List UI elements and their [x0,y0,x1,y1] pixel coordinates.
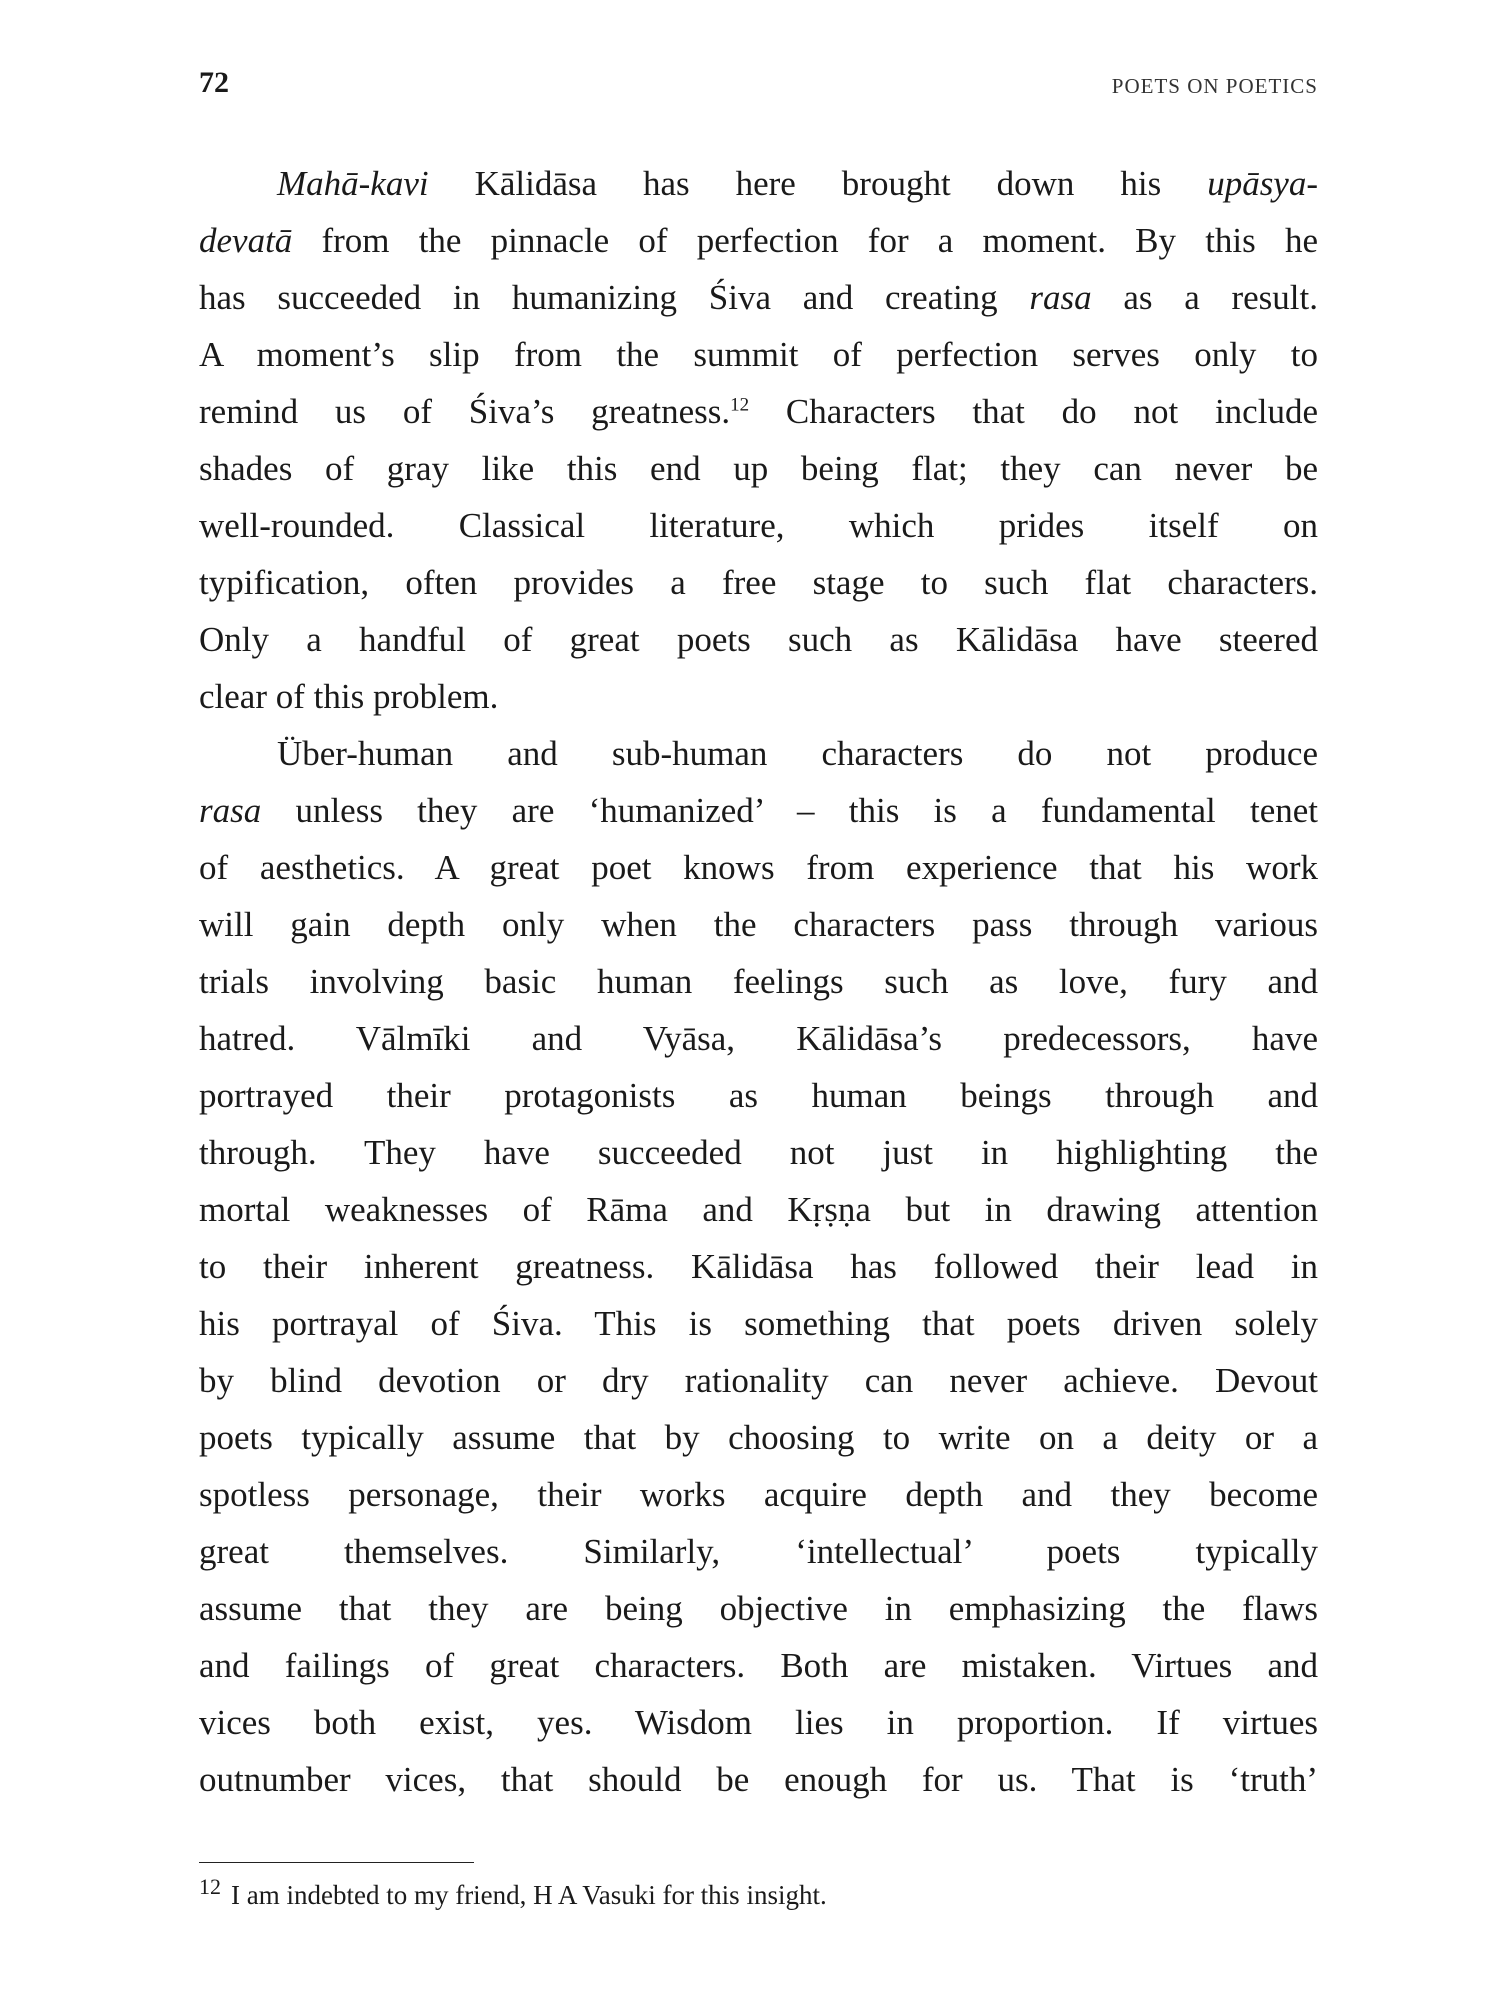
text-line [199,1751,1318,1808]
running-head: POETS ON POETICS [1111,74,1318,98]
text-run: through. They have succeeded not just in highlighting the [199,1133,1318,1172]
text-line [199,1694,1318,1751]
text-line [199,1295,1318,1352]
text-run: has succeeded in humanizing Śiva and creating [199,278,1030,317]
text-line [199,1238,1318,1295]
page-number: 72 [199,66,229,99]
text-run: clear of this problem. [199,677,499,716]
text-run: well-rounded. Classical literature, which prides itself on [199,506,1318,545]
text-run: vices both exist, yes. Wisdom lies in proportion. If virtues [199,1703,1318,1742]
italic-term: devatā [199,221,293,260]
text-line [199,611,1318,668]
text-line [199,1124,1318,1181]
text-line [199,1010,1318,1067]
text-line [199,212,1318,269]
text-run: will gain depth only when the characters pass through various [199,905,1318,944]
text-line [199,896,1318,953]
text-line [199,1352,1318,1409]
text-run: great themselves. Similarly, ‘intellectual’ poets typically [199,1532,1318,1571]
text-run: spotless personage, their works acquire depth and they become [199,1475,1318,1514]
text-run: his portrayal of Śiva. This is something that poets driven solely [199,1304,1318,1343]
footnote-rule [199,1862,474,1863]
text-run: shades of gray like this end up being flat; they can never be [199,449,1318,488]
text-run: hatred. Vālmīki and Vyāsa, Kālidāsa’s predecessors, have [199,1019,1318,1058]
text-run: portrayed their protagonists as human beings through and [199,1076,1318,1115]
text-line [199,725,1318,782]
text-run: unless they are ‘humanized’ – this is a fundamental tenet [261,791,1318,830]
text-line [199,497,1318,554]
text-line [199,1067,1318,1124]
text-line [199,269,1318,326]
text-run: trials involving basic human feelings such as love, fury and [199,962,1318,1001]
text-run: remind us of Śiva’s greatness. [199,392,731,431]
text-run: as a result. [1091,278,1319,317]
text-run: typification, often provides a free stage to such flat characters. [199,563,1318,602]
text-run: Kālidāsa has here brought down his [428,164,1208,203]
text-run: Only a handful of great poets such as Kālidāsa have steered [199,620,1318,659]
text-line [199,668,1318,725]
text-line [199,1466,1318,1523]
text-run: assume that they are being objective in emphasizing the flaws [199,1589,1318,1628]
text-run: mortal weaknesses of Rāma and Kṛṣṇa but in drawing attention [199,1190,1318,1229]
text-run: poets typically assume that by choosing to write on a deity or a [199,1418,1318,1457]
text-line [199,1181,1318,1238]
text-line [199,383,1318,440]
text-line [199,1580,1318,1637]
text-run: outnumber vices, that should be enough for us. That is ‘truth’ [199,1760,1318,1799]
footnote [199,1874,827,1911]
text-run: from the pinnacle of perfection for a moment. By this he [292,221,1318,260]
text-line [199,155,1318,212]
text-line [199,782,1318,839]
italic-term: rasa [1029,278,1092,317]
text-line [199,326,1318,383]
footnote-reference: 12 [730,394,750,416]
text-line [199,1523,1318,1580]
text-line [199,440,1318,497]
footnote-marker: 12 [199,1874,221,1899]
text-run: Characters that do not include [749,392,1318,431]
italic-term: rasa [199,791,262,830]
text-line [199,839,1318,896]
text-line [199,1409,1318,1466]
italic-term: Mahā-kavi [277,164,429,203]
italic-term: upāsya- [1207,164,1318,203]
text-line [199,1637,1318,1694]
text-run: Über-human and sub-human characters do not produce [277,734,1318,773]
text-line [199,554,1318,611]
text-run: to their inherent greatness. Kālidāsa has followed their lead in [199,1247,1318,1286]
text-run: A moment’s slip from the summit of perfection serves only to [199,335,1318,374]
body-text [199,155,1318,1808]
text-run: of aesthetics. A great poet knows from experience that his work [199,848,1318,887]
footnote-text: I am indebted to my friend, H A Vasuki for this insight. [231,1880,827,1910]
text-run: and failings of great characters. Both are mistaken. Virtues and [199,1646,1318,1685]
text-line [199,953,1318,1010]
text-run: by blind devotion or dry rationality can never achieve. Devout [199,1361,1318,1400]
